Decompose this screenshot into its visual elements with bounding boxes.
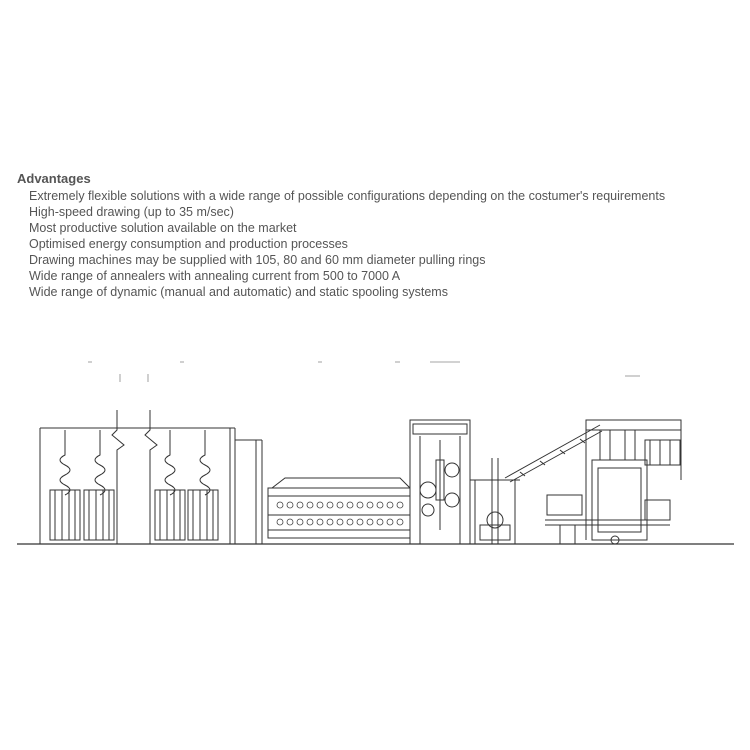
dancer-unit (470, 458, 520, 544)
advantage-item: High-speed drawing (up to 35 m/sec) (29, 205, 234, 219)
advantages-section (17, 171, 742, 300)
break-mark (112, 410, 157, 544)
advantages-list (17, 188, 742, 300)
wire-drawing-line-diagram-icon (0, 340, 750, 570)
drawing-machine (268, 478, 410, 538)
dimension-marks (88, 362, 640, 382)
spooler-unit (545, 420, 681, 544)
advantage-item: Wide range of dynamic (manual and automatic) and static spooling systems (29, 285, 448, 299)
advantages-title: Advantages (17, 171, 91, 186)
payoff-frame (40, 428, 262, 544)
coil-basket (50, 490, 218, 540)
annealer-tower (410, 420, 470, 544)
advantage-item: Drawing machines may be supplied with 105, 80 and 60 mm diameter pulling rings (29, 253, 486, 267)
advantage-item: Wide range of annealers with annealing current from 500 to 7000 A (29, 269, 401, 283)
advantage-item: Optimised energy consumption and production processes (29, 237, 348, 251)
advantage-item: Extremely flexible solutions with a wide range of possible configurations depending on the costumer's requirements (29, 189, 666, 203)
inclined-conveyor (505, 425, 602, 482)
advantage-item: Most productive solution available on the market (29, 221, 297, 235)
